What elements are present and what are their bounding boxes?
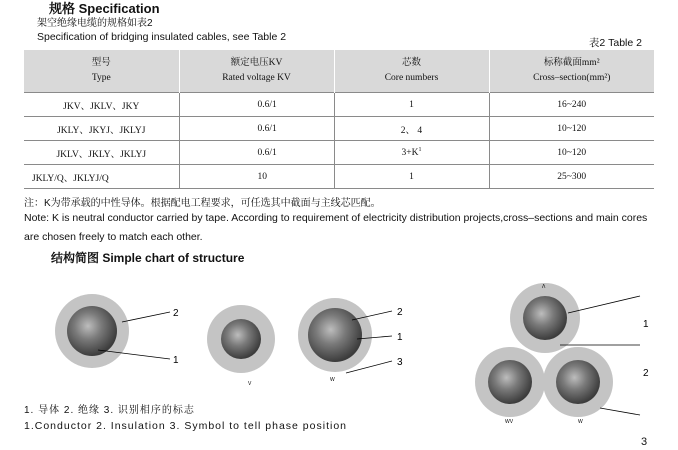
page-number: 3	[641, 436, 648, 448]
note-en-line1: Note: K is neutral conductor carried by tape. According to requirement of electricity distribution projects,cross–sections and main cores	[24, 212, 648, 224]
cell-type: JKLV、JKLY、JKLYJ	[24, 141, 179, 165]
cell-section: 10~120	[489, 141, 654, 165]
cell-type: JKLY、JKYJ、JKLYJ	[24, 117, 179, 141]
subtitle-en: Specification of bridging insulated cables, see Table 2	[37, 31, 287, 43]
legend-cn: 1. 导体 2. 绝缘 3. 识别相序的标志	[24, 405, 195, 416]
cell-voltage: 0.6/1	[179, 141, 334, 165]
cable-two-core	[207, 298, 403, 387]
phase-mark: WV	[505, 419, 514, 425]
phase-mark: W	[578, 419, 583, 425]
structure-title: 结构简图 Simple chart of structure	[51, 251, 245, 265]
note-en-line2: are chosen freely to match each other.	[24, 231, 203, 243]
callout-label: 1	[397, 332, 403, 343]
cell-voltage: 0.6/1	[179, 117, 334, 141]
conductor-core	[67, 306, 117, 356]
col-header-type: 型号 Type	[24, 50, 179, 93]
callout-line	[122, 312, 170, 322]
subtitle-cn: 架空绝缘电缆的规格如表2	[37, 18, 153, 29]
callout-label: 1	[173, 355, 179, 366]
phase-mark: W	[330, 377, 335, 383]
cell-section: 25~300	[489, 165, 654, 189]
cell-cores: 1	[334, 165, 489, 189]
cell-cores: 2、 4	[334, 117, 489, 141]
cell-section: 10~120	[489, 117, 654, 141]
col-header-voltage: 额定电压KV Rated voltage KV	[179, 50, 334, 93]
conductor-core	[523, 296, 567, 340]
callout-label: 3	[397, 357, 403, 368]
table-label: 表2 Table 2	[588, 37, 642, 49]
callout-label: 2	[173, 308, 179, 319]
conductor-core	[308, 308, 362, 362]
cell-cores: $3+K^1$	[334, 141, 489, 165]
cell-type: JKLY/Q、JKLYJ/Q	[24, 165, 179, 189]
callout-line	[568, 296, 640, 313]
phase-mark: V	[248, 381, 252, 387]
col-header-cores: 芯数 Core numbers	[334, 50, 489, 93]
phase-mark: Λ	[542, 284, 546, 290]
cable-three-core	[475, 283, 649, 425]
cell-voltage: 10	[179, 165, 334, 189]
col-header-section: 标称截面mm² Cross–section(mm²)	[489, 50, 654, 93]
conductor-core	[556, 360, 600, 404]
conductor-core	[488, 360, 532, 404]
cell-type: JKV、JKLV、JKY	[24, 93, 179, 117]
callout-label: 2	[397, 307, 403, 318]
callout-label: 1	[643, 319, 649, 330]
callout-line	[600, 408, 640, 415]
cell-section: 16~240	[489, 93, 654, 117]
conductor-core	[221, 319, 261, 359]
page-title: 规格 Specification	[49, 1, 160, 16]
callout-label: 2	[643, 368, 649, 379]
cable-single-core	[55, 294, 179, 368]
cell-voltage: 0.6/1	[179, 93, 334, 117]
cell-cores: 1	[334, 93, 489, 117]
note-cn: 注：K为带承载的中性导体。根据配电工程要求，可任选其中截面与主线芯匹配。	[24, 198, 381, 209]
legend-en: 1.Conductor 2. Insulation 3. Symbol to tell phase position	[24, 420, 347, 432]
